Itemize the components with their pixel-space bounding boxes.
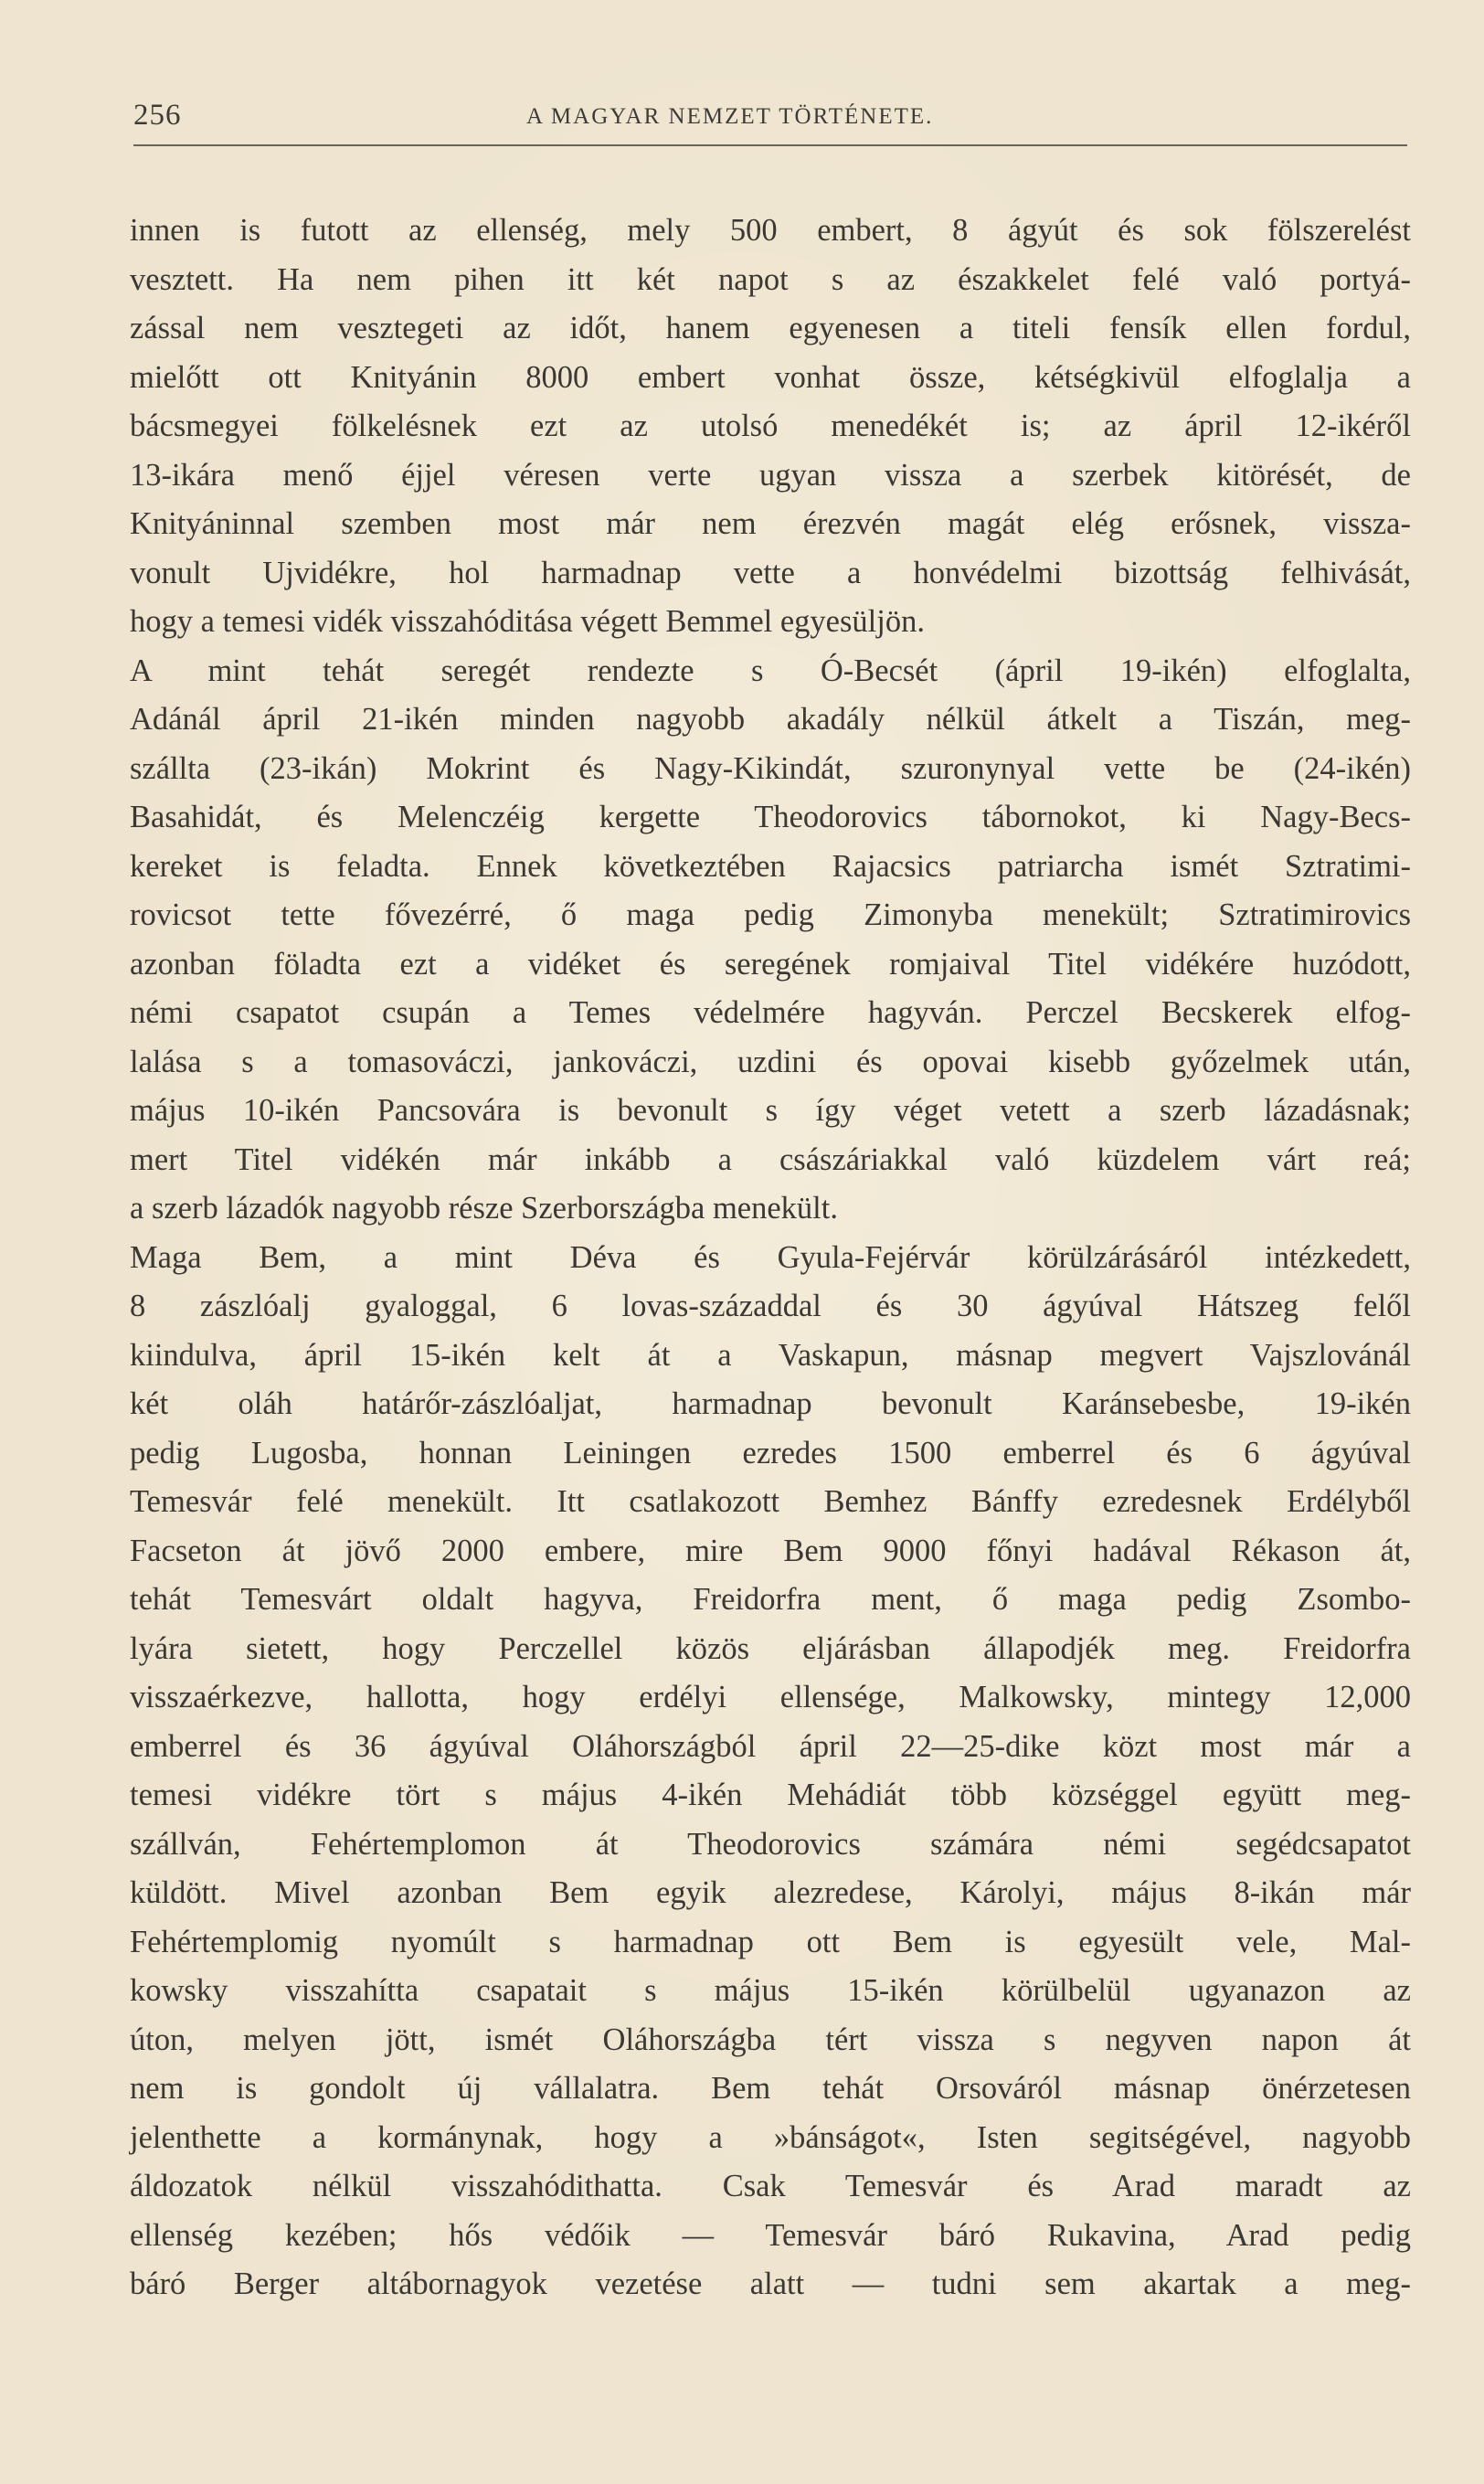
text-line: pedig Lugosba, honnan Leiningen ezredes 1500 emberrel és 6 ágyúval — [130, 1435, 1411, 1470]
text-line: szállván, Fehértemplomon át Theodorovics számára némi segédcsapatot — [130, 1826, 1411, 1862]
running-head — [133, 99, 1407, 144]
text-line: szállta (23-ikán) Mokrint és Nagy-Kikindát, szuronynyal vette be (24-ikén) — [130, 750, 1411, 786]
header-rule — [133, 144, 1407, 146]
text-line: Maga Bem, a mint Déva és Gyula-Fejérvár körülzárásáról intézkedett, — [130, 1239, 1411, 1275]
text-line: rovicsot tette fővezérré, ő maga pedig Zimonyba menekült; Sztratimirovics — [130, 897, 1411, 932]
text-line: tehát Temesvárt oldalt hagyva, Freidorfra ment, ő maga pedig Zsombo- — [130, 1582, 1411, 1617]
text-line: némi csapatot csupán a Temes védelmére hagyván. Perczel Becskerek elfog- — [130, 995, 1411, 1030]
text-line: temesi vidékre tört s május 4-ikén Mehádiát több községgel együtt meg- — [130, 1778, 1411, 1812]
text-line: báró Berger altábornagyok vezetése alatt — tudni sem akartak a meg- — [130, 2266, 1411, 2301]
text-line: úton, melyen jött, ismét Oláhországba tért vissza s negyven napon át — [130, 2022, 1411, 2057]
text-line: A mint tehát seregét rendezte s Ó-Becsét (ápril 19-ikén) elfoglalta, — [130, 653, 1411, 688]
text-line: kowsky visszahítta csapatait s május 15-ikén körülbelül ugyanazon az — [130, 1973, 1411, 2008]
text-line: Temesvár felé menekült. Itt csatlakozott Bemhez Bánffy ezredesnek Erdélyből — [130, 1484, 1411, 1519]
text-line: kereket is feladta. Ennek következtében Rajacsics patriarcha ismét Sztratimi- — [130, 848, 1411, 884]
text-line: kiindulva, ápril 15-ikén kelt át a Vaskapun, másnap megvert Vajszlovánál — [130, 1337, 1411, 1373]
text-line: bácsmegyei fölkelésnek ezt az utolsó menedékét is; az ápril 12-ikéről — [130, 409, 1411, 443]
text-line: két oláh határőr-zászlóaljat, harmadnap bevonult Karánsebesbe, 19-ikén — [130, 1386, 1411, 1421]
text-line: visszaérkezve, hallotta, hogy erdélyi ellensége, Malkowsky, mintegy 12,000 — [130, 1680, 1411, 1714]
text-line: május 10-ikén Pancsovára is bevonult s így véget vetett a szerb lázadásnak; — [130, 1093, 1411, 1128]
text-line: Adánál ápril 21-ikén minden nagyobb akadály nélkül átkelt a Tiszán, meg- — [130, 702, 1411, 737]
text-line: lyára sietett, hogy Perczellel közös eljárásban állapodjék meg. Freidorfra — [130, 1630, 1411, 1666]
body-text — [130, 207, 1411, 2309]
text-line: vonult Ujvidékre, hol harmadnap vette a honvédelmi bizottság felhivását, — [130, 555, 1411, 590]
text-line: ellenség kezében; hős védőik — Temesvár báró Rukavina, Arad pedig — [130, 2217, 1411, 2253]
text-line: Basahidát, és Melenczéig kergette Theodorovics tábornokot, ki Nagy-Becs- — [130, 800, 1411, 834]
text-line: Fehértemplomig nyomúlt s harmadnap ott Bem is egyesült vele, Mal- — [130, 1924, 1411, 1959]
text-line: emberrel és 36 ágyúval Oláhországból ápril 22—25-dike közt most már a — [130, 1728, 1411, 1764]
text-line: áldozatok nélkül visszahódithatta. Csak Temesvár és Arad maradt az — [130, 2169, 1411, 2203]
text-line: küldött. Mivel azonban Bem egyik alezredese, Károlyi, május 8-ikán már — [130, 1875, 1411, 1910]
text-line: innen is futott az ellenség, mely 500 embert, 8 ágyút és sok fölszerelést — [130, 213, 1411, 248]
text-line: vesztett. Ha nem pihen itt két napot s az északkelet felé való portyá- — [130, 261, 1411, 297]
text-line: nem is gondolt új vállalatra. Bem tehát Orsováról másnap önérzetesen — [130, 2071, 1411, 2106]
page-number: 256 — [133, 99, 182, 132]
text-line: 13-ikára menő éjjel véresen verte ugyan vissza a szerbek kitörését, de — [130, 457, 1411, 493]
text-line: lalása s a tomasováczi, jankováczi, uzdini és opovai kisebb győzelmek után, — [130, 1044, 1411, 1079]
text-line: a szerb lázadók nagyobb része Szerbországba menekült. — [130, 1191, 838, 1226]
text-line: Knityáninnal szemben most már nem érezvén magát elég erősnek, vissza- — [130, 506, 1411, 541]
text-line: mert Titel vidékén már inkább a császáriakkal való küzdelem várt reá; — [130, 1141, 1411, 1177]
running-title: A MAGYAR NEMZET TÖRTÉNETE. — [526, 104, 934, 129]
text-line: zással nem vesztegeti az időt, hanem egyenesen a titeli fensík ellen fordul, — [130, 311, 1411, 345]
text-line: 8 zászlóalj gyaloggal, 6 lovas-századdal és 30 ágyúval Hátszeg felől — [130, 1289, 1411, 1323]
text-line: azonban föladta ezt a vidéket és seregének romjaival Titel vidékére huzódott, — [130, 946, 1411, 982]
text-line: Facseton át jövő 2000 embere, mire Bem 9000 főnyi hadával Rékason át, — [130, 1533, 1411, 1568]
text-line: mielőtt ott Knityánin 8000 embert vonhat össze, kétségkivül elfoglalja a — [130, 359, 1411, 395]
text-line: jelenthette a kormánynak, hogy a »bánságot«, Isten segitségével, nagyobb — [130, 2119, 1411, 2155]
text-line: hogy a temesi vidék visszahóditása végett Bemmel egyesüljön. — [130, 604, 925, 639]
